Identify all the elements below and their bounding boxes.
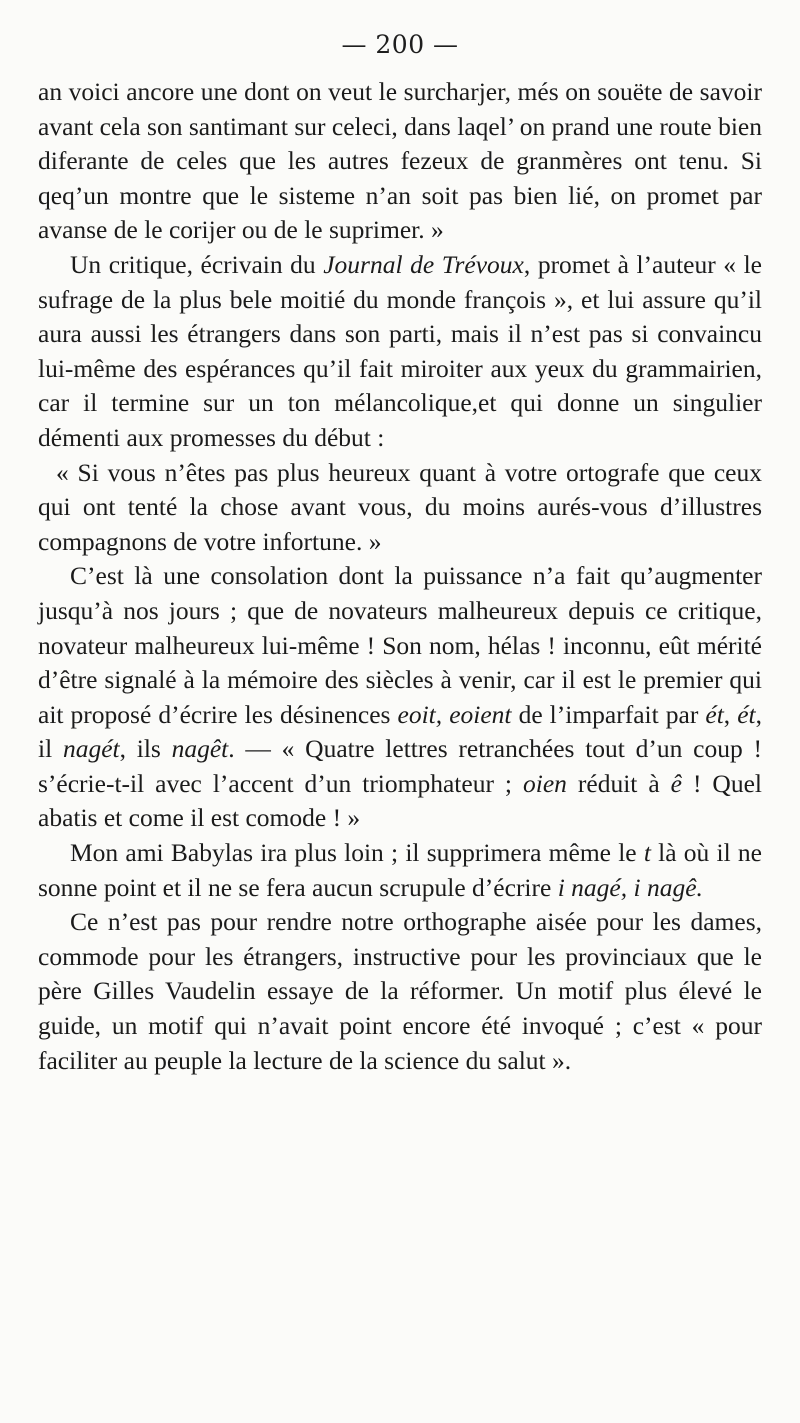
paragraph-1: an voici ancore une dont on veut le surcharjer, més on souëte de savoir avant cela son santimant sur celeci, dans laqel’ on prand une route bien diferante de celes que les autres fezeux de granmères ont tenu. Si qeq’un montre que le sisteme n’an soit pas bien lié, on promet par avanse de le corijer ou de le suprimer. »: [38, 77, 762, 245]
paragraph-3-quotation: « Si vous n’êtes pas plus heureux quant à votre ortografe que ceux qui ont tenté la chose avant vous, du moins aurés-vous d’illustres compagnons de votre infortune. »: [38, 457, 762, 556]
paragraph-5: [38, 836, 762, 905]
paragraph-4-text-g: réduit à: [566, 768, 671, 798]
paragraph-2: [38, 248, 762, 456]
paragraph-4-text-d: , il: [38, 699, 763, 764]
paragraph-4-text-a: C’est là une consolation dont la puissance n’a fait qu’augmenter jusqu’à nos jours ; que de novateurs malheureux depuis ce critique, novateur malheureux lui-même ! Son nom, hélas ! inconnu, eût mérité d’être signalé à la mémoire des siècles à venir, car il est le premier qui ait proposé d’écrire les désinences: [38, 561, 762, 729]
italic-term-et-2: ét: [737, 699, 756, 729]
paragraph-2-text-b: , promet à l’auteur « le sufrage de la plus bele moitié du monde françois », et lui assure qu’il aura aussi les étrangers dans son parti, mais il n’est pas si convaincu lui-même des espérances qu’il fait miroiter aux yeux du grammairien, car il termine sur un ton mélancolique,et qui donne un singulier démenti aux promesses du début :: [38, 249, 762, 452]
paragraph-2-text-a: Un critique, écrivain du: [70, 249, 324, 279]
italic-term-eoit: eoit, eoient: [397, 699, 512, 729]
paragraph-5-text-a: Mon ami Babylas ira plus loin ; il supprimera même le: [70, 838, 644, 868]
body-text: [38, 75, 762, 1078]
paragraph-6: Ce n’est pas pour rendre notre orthographe aisée pour les dames, commode pour les étrangers, instructive pour les provinciaux que le père Gilles Vaudelin essaye de la réformer. Un motif plus élevé le guide, un motif qui n’avait point encore été invoqué ; c’est « pour faciliter au peuple la lecture de la science du salut ».: [38, 907, 762, 1075]
paragraph-4-text-h: ! Quel abatis et come il est comode ! »: [38, 768, 763, 833]
italic-term-et-1: ét: [705, 699, 724, 729]
paragraph-4-text-b: de l’imparfait par: [511, 699, 706, 729]
paragraph-4-text-f: . — « Quatre lettres retranchées tout d’un coup ! s’écrie-t-il avec l’accent d’un triomphateur ;: [38, 734, 762, 798]
italic-term-nagêt: nagêt: [171, 734, 229, 764]
paragraph-4-text-e: , ils: [119, 734, 172, 764]
journal-title: Journal de Trévoux: [323, 249, 524, 279]
italic-term-ê: ê: [670, 768, 682, 798]
italic-term-t: t: [643, 838, 651, 868]
italic-term-i-nage: i nagé, i nagê.: [557, 872, 703, 902]
paragraph-4-text-c: ,: [723, 699, 738, 729]
italic-term-oien: oien: [523, 768, 567, 798]
page-number: — 200 —: [341, 30, 459, 59]
italic-term-naget: nagét: [62, 734, 120, 764]
paragraph-5-text-b: là où il ne sonne point et il ne se fera aucun scrupule d’écrire: [38, 838, 762, 902]
paragraph-4: [38, 559, 762, 836]
